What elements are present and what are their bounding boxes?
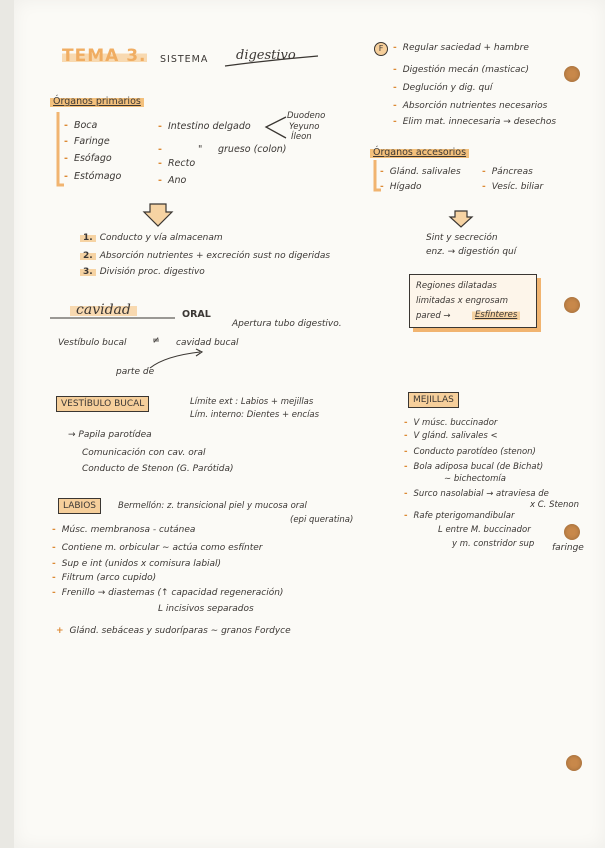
intestino-yeyuno: Yeyuno: [289, 122, 320, 132]
vestibulo-bucal-title: VESTÍBULO BUCAL: [56, 396, 149, 412]
vestibulo-item-1: → Papila parotídea: [68, 430, 152, 440]
epi-label: (epi queratina): [290, 515, 354, 525]
cavidad-title: cavidad: [70, 304, 137, 316]
funcion-2: - Digestión mecán (masticac): [393, 65, 529, 75]
accesorio-higado: - Hígado: [380, 182, 422, 192]
labios-item-3: - Sup e int (unidos x comisura labial): [52, 559, 222, 569]
accesorio-fn-2: enz. → digestión quí: [426, 247, 517, 257]
entre-line-2: y m. constridor sup: [452, 539, 535, 549]
primario-estomago: - Estómago: [64, 171, 122, 182]
labios-item-5: - Frenillo → diastemas (↑ capacidad regeneración): [52, 588, 284, 598]
funcion-3: - Deglución y dig. quí: [393, 83, 493, 93]
primario-faringe: - Faringe: [64, 136, 110, 147]
labios-item-1: - Músc. membranosa - cutánea: [52, 525, 196, 535]
mejillas-item-5: - Surco nasolabial → atraviesa de: [404, 489, 549, 499]
labios-item-4: - Filtrum (arco cupido): [52, 573, 157, 583]
labios-title: LABIOS: [58, 498, 101, 514]
mejillas-item-4: - Bola adiposa bucal (de Bichat): [404, 462, 544, 472]
neq-symbol: ≠: [152, 335, 160, 346]
mejillas-title: MEJILLAS: [408, 392, 459, 408]
tubo-item-3: 3. División proc. digestivo: [80, 266, 205, 278]
parte-de-label: parte de: [116, 367, 155, 377]
mejillas-item-2: - V glánd. salivales <: [404, 431, 498, 441]
accesorio-vesicula: - Vesíc. biliar: [482, 182, 544, 192]
primario-boca: - Boca: [64, 120, 98, 131]
vestibulo-label: Vestíbulo bucal: [58, 338, 127, 348]
vestibulo-item-3: Conducto de Stenon (G. Parótida): [82, 464, 234, 474]
tubo-item-1: 1. Conducto y vía almacenam: [80, 232, 223, 244]
regiones-line-1: Regiones dilatadas: [416, 281, 497, 291]
vestibulo-item-2: Comunicación con cav. oral: [82, 448, 206, 458]
entre-line-1: L entre M. buccinador: [438, 525, 531, 535]
primario-intestino-delgado: - Intestino delgado: [158, 121, 251, 132]
esfinteres-label: Esfínteres: [472, 309, 520, 321]
mejillas-item-3: - Conducto parotídeo (stenon): [404, 447, 536, 457]
tubo-item-2: 2. Absorción nutrientes + excreción sust no digeridas: [80, 250, 330, 262]
labios-item-2: - Contiene m. orbicular ∼ actúa como esfínter: [52, 543, 263, 553]
funcion-5: - Elim mat. innecesaria → desechos: [393, 117, 557, 127]
primario-grueso: grueso (colon): [218, 144, 287, 155]
bermellon-label: Bermellón: z. transicional piel y mucosa oral: [118, 501, 307, 511]
accesorio-pancreas: - Páncreas: [482, 167, 533, 177]
organos-accesorios-title: Órganos accesorios: [370, 147, 469, 159]
regiones-line-2: limitadas x engrosam: [416, 296, 508, 306]
cavidad-bucal-label: cavidad bucal: [176, 338, 239, 348]
oral-label: ORAL: [182, 309, 211, 320]
funcion-4: - Absorción nutrientes necesarios: [393, 101, 548, 111]
mejillas-item-6: - Rafe pterigomandibular: [404, 511, 515, 521]
bichectomia-label: ∼ bichectomía: [444, 474, 506, 484]
accesorio-fn-1: Sint y secreción: [426, 233, 498, 243]
primario-ano: - Ano: [158, 175, 187, 186]
intestino-duodeno: Duodeno: [287, 111, 326, 121]
limite-ext: Límite ext : Labios + mejillas: [190, 397, 314, 407]
faringe-label: faringe: [552, 543, 584, 553]
intestino-ileon: Íleon: [291, 132, 312, 142]
limite-int: Lím. interno: Dientes + encías: [190, 410, 320, 420]
organos-primarios-title: Órganos primarios: [50, 96, 144, 108]
funcion-1: - Regular saciedad + hambre: [393, 43, 529, 53]
apertura-label: Apertura tubo digestivo.: [232, 319, 342, 329]
accesorio-glandulas: - Glánd. salivales: [380, 167, 461, 177]
glandulas-label: + Glánd. sebáceas y sudoríparas ∼ granos Fordyce: [56, 626, 291, 636]
primario-ditto: - ": [158, 144, 203, 155]
digestivo-label: digestivo: [236, 48, 296, 63]
c-stenon-label: x C. Stenon: [530, 500, 580, 510]
mejillas-item-1: - V músc. buccinador: [404, 418, 498, 428]
primario-esofago: - Esófago: [64, 153, 112, 164]
regiones-line-3: pared →: [416, 311, 451, 321]
primario-recto: - Recto: [158, 158, 196, 169]
sistema-label: SISTEMA: [160, 54, 209, 65]
funciones-badge: F: [374, 42, 388, 56]
tema-title: TEMA 3.: [62, 46, 147, 66]
incisivos-label: L incisivos separados: [158, 604, 254, 614]
